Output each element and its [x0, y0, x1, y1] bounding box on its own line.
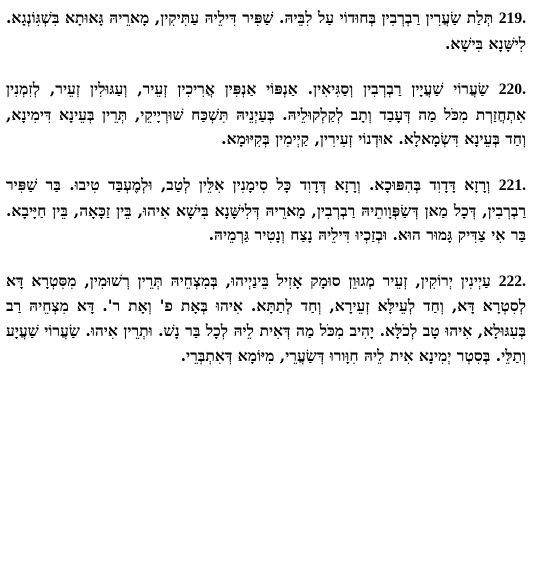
paragraph-text: עַיְינִין יְרוֹקִין, זְעֵיר מְגוּוֵן סוּמָק אָזִיל בֵּינַיְיהוּ, בְּמִצְחֵיהּ תְּרֵין רְשׁוּמִין, מִסִּטְרָא דָּא לְסִטְרָא דָּא, וְחַד לְעֵילָּא זְעֵירָא, וְחַד לְתַתָּא. אִיהוּ בְּאָת פ' וְאָת ר'. דָּא מִצְחֵיהּ רַב בְּעִגּוּלָא, אִיהוּ טָב לְכֹלָּא. יָהִיב מִכֹּל מַה דְּאִית לֵיהּ לְכָל בַּר נָשׁ. וּתְרֵין אִיהוּ. שַׂעֲרוֹי שַׁעֲיָע וְתַלֵּי. בְּסִטְר יְמִינָא אִית לֵיהּ חִוָּורוּ דְּשַׂעֲרֵי, מִיּוֹמָא דְּאִתְבְּרֵי.: [6, 270, 526, 365]
paragraph-number: 220.: [498, 81, 526, 99]
paragraph-number: 222.: [498, 272, 526, 290]
paragraph-number: 219.: [498, 10, 527, 27]
paragraph-221: [6, 173, 526, 248]
paragraph-219: [6, 6, 526, 56]
paragraph-number: 221.: [498, 176, 527, 194]
paragraph-220: [6, 77, 526, 152]
paragraph-text: תְּלַת שַׂעֲרִין רַבְרְבִין בְּחוּדוֹי עַל לִבֵּיהּ. שַׁפִּיר דִּילֵיהּ עַתִּיקִין, מָארֵיהּ גָּאוּתָא בִּשְׁגִּוֹנְגָא. לִישָּׁנָא בִּישָׁא.: [6, 8, 526, 53]
paragraph-222: [6, 269, 526, 368]
paragraph-text: שַׂעֲרוֹי שַׁעֲיָין רַבְרְבִין וְסַגִּיאִין. אַנְפּוֹי אַנְפִּין אֲרִיכִין זְעֵיר, וְעַגּוּלִין זְעֵיר, לְזִמְנִין אִתְחֲזַרְת מִכֹּל מַה דְּעָבַד וְתָב לְקַלְקוּלֵיהּ. בְּעַיְנֵיהּ תִּשְׁכַּח שׁוּרְיָיקֵי, תְּרֵין בְּעֵינָא דִּימִינָא, וְחַד בְּעֵינָא דִּשְׂמָאלָא. אוּדְנוֹי זְעִירִין, קַיְימִין בְּקִיּוּמָא.: [6, 79, 526, 149]
paragraph-text: וְרָזָא דָּדָוִד בְּהִפּוּכָא. וְרָזָא דְּדָוִד כָּל סִימָנִין אִלֵּין לְטַב, וּלְמֶעְבַּד טִיבוּ. בַּר שַׁפִּיר רַבְרְבִין, דְּכָל מַאן דְּשַׂפְּוָותֵיהּ רַבְרְבִין, מָארֵיהּ דְּלִישָּׁנָא בִּישָׁא אִיהוּ, בֵּין זַכָּאָה, בֵּין חַיָּיבָא. בַּר אִי צַדִּיק גָּמוּר הוּא. וּבְזַכְיוּ דִּילֵיהּ נָצַח וְנָטִיר גַּרְמֵיהּ.: [6, 174, 526, 245]
